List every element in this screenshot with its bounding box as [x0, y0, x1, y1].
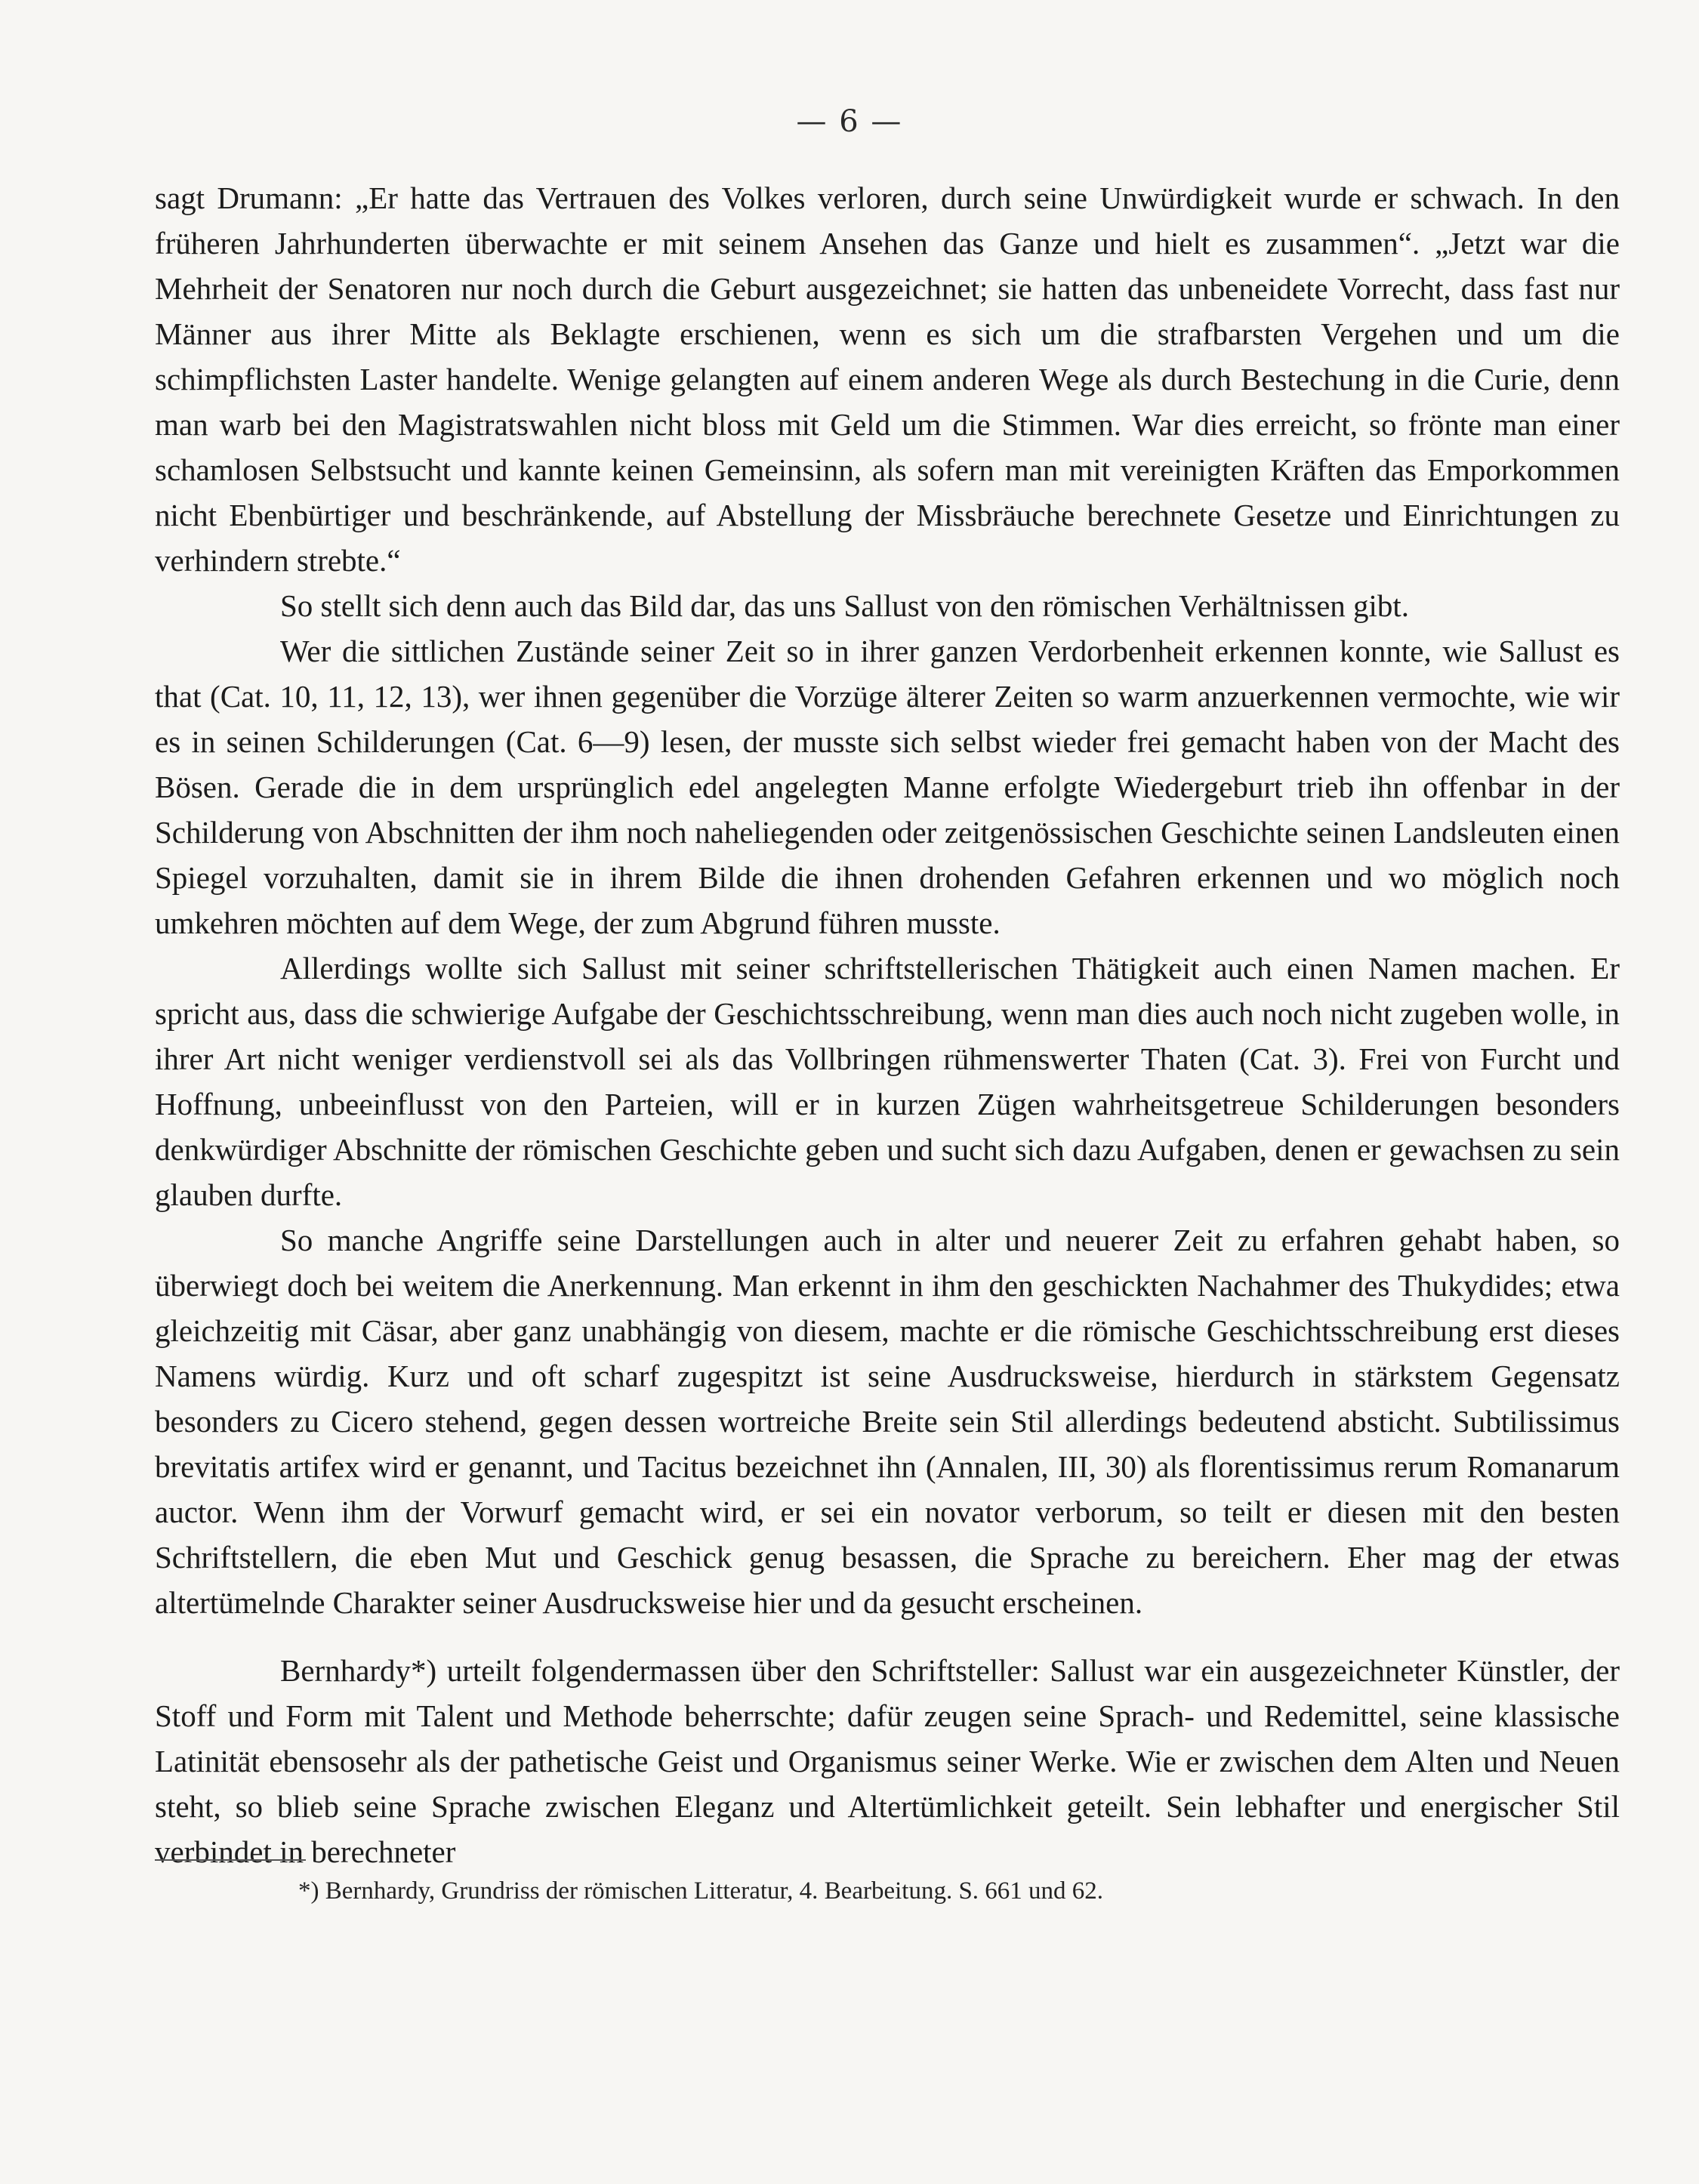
paragraph-1: sagt Drumann: „Er hatte das Vertrauen des Volkes verloren, durch seine Unwürdigkeit wurde er schwach. In den früheren Jahrhunderten überwachte er mit seinem Ansehen das Ganze und hielt es zusammen“. „Jetzt war die Mehrheit der Senatoren nur noch durch die Geburt ausgezeichnet; sie hatten das unbeneidete Vorrecht, dass fast nur Männer aus ihrer Mitte als Beklagte erschienen, wenn es sich um die strafbarsten Vergehen und um die schimpflichsten Laster handelte. Wenige gelangten auf einem anderen Wege als durch Bestechung in die Curie, denn man warb bei den Magistratswahlen nicht bloss mit Geld um die Stimmen. War dies erreicht, so frönte man einer schamlosen Selbstsucht und kannte keinen Gemeinsinn, als sofern man mit vereinigten Kräften das Emporkommen nicht Ebenbürtiger und beschränkende, auf Abstellung der Missbräuche berechnete Gesetze und Einrichtungen zu verhindern strebte.“ — [155, 180, 1620, 578]
paragraph-3: Wer die sittlichen Zustände seiner Zeit so in ihrer ganzen Verdorbenheit erkennen konnte, wie Sallust es that (Cat. 10, 11, 12, 13), wer ihnen gegenüber die Vorzüge älterer Zeiten so warm anzuerkennen vermochte, wie wir es in seinen Schilderungen (Cat. 6—9) lesen, der musste sich selbst wieder frei gemacht haben von der Macht des Bösen. Gerade die in dem ursprünglich edel angelegten Manne erfolgte Wiedergeburt trieb ihn offenbar in der Schilderung von Abschnitten der ihm noch naheliegenden oder zeitgenössischen Geschichte seinen Landsleuten einen Spiegel vorzuhalten, damit sie in ihrem Bilde die ihnen drohenden Gefahren erkennen und wo möglich noch umkehren möchten auf dem Wege, der zum Abgrund führen musste. — [155, 634, 1620, 940]
paragraph-4: Allerdings wollte sich Sallust mit seiner schriftstellerischen Thätigkeit auch einen Namen machen. Er spricht aus, dass die schwierige Aufgabe der Geschichtsschreibung, wenn man dies auch noch nicht zugeben wolle, in ihrer Art nicht weniger verdienstvoll sei als das Vollbringen rühmenswerter Thaten (Cat. 3). Frei von Furcht und Hoffnung, unbeeinflusst von den Parteien, will er in kurzen Zügen wahrheitsgetreue Schilderungen besonders denkwürdiger Abschnitte der römischen Geschichte geben und sucht sich dazu Aufgaben, denen er gewachsen zu sein glauben durfte. — [155, 951, 1620, 1212]
body-text — [155, 175, 1620, 1874]
paragraph-2: So stellt sich denn auch das Bild dar, das uns Sallust von den römischen Verhältnissen gibt. — [280, 588, 1410, 623]
paragraph-5: So manche Angriffe seine Darstellungen auch in alter und neuerer Zeit zu erfahren gehabt haben, so überwiegt doch bei weitem die Anerkennung. Man erkennt in ihm den geschickten Nachahmer des Thukydides; etwa gleichzeitig mit Cäsar, aber ganz unabhängig von diesem, machte er die römische Geschichtsschreibung erst dieses Namens würdig. Kurz und oft scharf zugespitzt ist seine Ausdrucksweise, hierdurch in stärkstem Gegensatz besonders zu Cicero stehend, gegen dessen wortreiche Breite sein Stil allerdings bedeutend absticht. Subtilissimus brevitatis artifex wird er genannt, und Tacitus bezeichnet ihn (Annalen, III, 30) als florentissimus rerum Romanarum auctor. Wenn ihm der Vorwurf gemacht wird, er sei ein novator verborum, so teilt er diesen mit den besten Schriftstellern, die eben Mut und Geschick genug besassen, die Sprache zu bereichern. Eher mag der etwas altertümelnde Charakter seiner Ausdrucksweise hier und da gesucht erscheinen. — [155, 1223, 1620, 1620]
footnote: *) Bernhardy, Grundriss der römischen Litteratur, 4. Bearbeitung. S. 661 und 62. — [298, 1877, 1104, 1905]
paragraph-6: Bernhardy*) urteilt folgendermassen über den Schriftsteller: Sallust war ein ausgezeichneter Künstler, der Stoff und Form mit Talent und Methode beherrschte; dafür zeugen seine Sprach- und Redemittel, seine klassische Latinität ebensosehr als der pathetische Geist und Organismus seiner Werke. Wie er zwischen dem Alten und Neuen steht, so blieb seine Sprache zwischen Eleganz und Altertümlichkeit geteilt. Sein lebhafter und energischer Stil verbindet in berechneter — [155, 1653, 1620, 1869]
page-number: — 6 — — [796, 104, 903, 139]
footnote-divider — [155, 1859, 306, 1861]
